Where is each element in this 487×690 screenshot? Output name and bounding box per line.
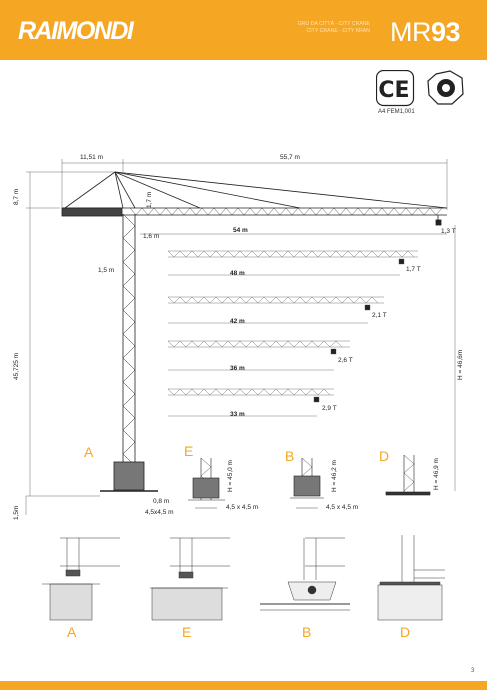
dim-base-height: 1,5m bbox=[13, 505, 20, 520]
brand-logo: RAIMONDI bbox=[18, 17, 133, 45]
jib-48-length: 48 m bbox=[230, 270, 245, 277]
variant-b-letter: B bbox=[285, 448, 295, 464]
variant-b bbox=[285, 448, 358, 511]
page-number: 3 bbox=[471, 668, 475, 674]
foundation-b bbox=[260, 538, 350, 640]
jib-42-load: 2,1 T bbox=[372, 312, 387, 319]
foundation-a-letter: A bbox=[67, 624, 77, 640]
model-number: 93 bbox=[431, 17, 461, 47]
dim-total-height: 45,725 m bbox=[13, 352, 20, 380]
crane-structure bbox=[62, 172, 447, 491]
variant-d bbox=[379, 448, 440, 495]
dim-base-size: 4,5x4,5 m bbox=[145, 509, 174, 516]
jib-42-length: 42 m bbox=[230, 318, 245, 325]
variant-d-letter: D bbox=[379, 448, 390, 464]
jib-36 bbox=[168, 341, 353, 372]
dim-counter-height: 8,7 m bbox=[13, 188, 20, 205]
model-prefix: MR bbox=[390, 17, 431, 47]
jib-33-length: 33 m bbox=[230, 411, 245, 418]
jib-42 bbox=[168, 297, 387, 325]
variant-d-height: H = 46,9 m bbox=[433, 458, 440, 490]
foundation-e bbox=[150, 538, 230, 640]
dim-tower-offset: 1,6 m bbox=[143, 233, 160, 240]
foundation-b-letter: B bbox=[302, 624, 312, 640]
dim-counter-jib: 11,51 m bbox=[80, 154, 104, 161]
variant-e-base: 4,5 x 4,5 m bbox=[226, 504, 259, 511]
foundation-d-letter: D bbox=[400, 624, 411, 640]
foundation-e-letter: E bbox=[182, 624, 192, 640]
jib-48 bbox=[168, 251, 421, 277]
dim-tower-head: 1,7 m bbox=[146, 191, 153, 208]
variant-b-base: 4,5 x 4,5 m bbox=[326, 504, 359, 511]
certification-label: A4 FEM1,001 bbox=[378, 109, 415, 115]
variant-e-height: H = 45,0 m bbox=[227, 460, 234, 492]
variant-b-height: H = 46,2 m bbox=[331, 460, 338, 492]
subtitle-line-2: CITY CRANE - CITY KRAN bbox=[306, 28, 370, 34]
jib-33-load: 2,9 T bbox=[322, 405, 337, 412]
foundation-a bbox=[42, 538, 120, 640]
foundation-d bbox=[378, 535, 445, 640]
footer-bar bbox=[0, 681, 487, 690]
jib-36-load: 2,6 T bbox=[338, 357, 353, 364]
dim-jib-total: 55,7 m bbox=[280, 154, 300, 161]
dim-base-offset: 0,8 m bbox=[153, 498, 170, 505]
jib-variants bbox=[168, 227, 456, 418]
jib-36-length: 36 m bbox=[230, 365, 245, 372]
variant-e bbox=[184, 443, 258, 511]
jib-33 bbox=[168, 389, 337, 418]
dim-mast-section: 1,5 m bbox=[98, 267, 115, 274]
variant-e-letter: E bbox=[184, 443, 194, 459]
subtitle-line-1: GRU DA CITTÀ - CITY CRANE bbox=[297, 21, 370, 27]
jib-54-length: 54 m bbox=[233, 227, 248, 234]
dim-hook-height: H = 46,6m bbox=[457, 349, 464, 380]
variant-a-letter: A bbox=[84, 444, 94, 460]
ce-mark-text: CE bbox=[378, 78, 410, 103]
jib-48-load: 1,7 T bbox=[406, 266, 421, 273]
jib-54-load: 1,3 T bbox=[441, 228, 456, 235]
